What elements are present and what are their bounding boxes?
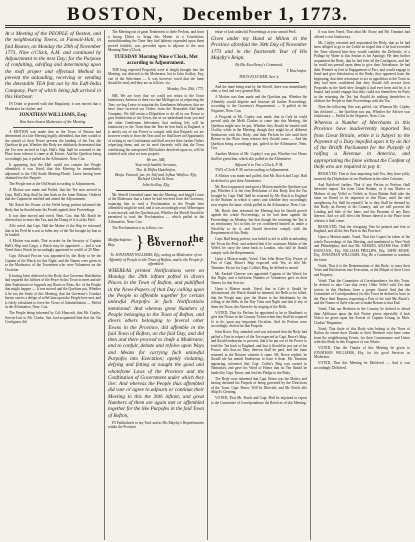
paragraph: Upon a Motion made, Voted, That fair Copies be taken of the whole Proceedings of this Meeting, and tranfmitted to New-York and Philadelphia, And that Mr. SAMUEL ADAMS Hon. JOHN HANCOCK, Efq; WILLIAM PHILLIPS, Efq; JOHN ROWE, Efq; JONATHAN WILLIAMS, Efq; Be a Committee to tranfmit the fame. <box>314 235 410 262</box>
tuesday-heading: TUESDAY Morning Nine o'Clock, Met according to Adjournment. <box>114 54 198 66</box>
governor-signature: T. Hutchinfon. <box>286 68 307 73</box>
paragraph: It having been obferved to the Body, that Governor Hutchinfon had required the Juftices of the Peace in this Town to meet and ufe their Endeavours to fupprefs any Routs or Riots, &c. of the People that might happen — It was moved and the Queftion put, Whether it be not the Senfe of this Meeting, that the Governor's Conduct herein carries a defign of refleCtion upon the People here met; and is folely calculated to ferve the Views of Adminiftration — Paffed in the Affirmative, Nem. Con. <box>5 273 101 310</box>
paragraph: It appearing that the Hall could not contain the People affembled, it was Voted, that this Meeting be immediately adjourned to the Old South Meeting-Houfe, Leave having been obtained for this Purpofe. <box>5 162 101 181</box>
paragraph: Voted, That the Committee of Correfpondence for this Town, be defired to take Care that every Other Veffel with Tea that arrives in this Harbour, have a proper Guard: And that the Committee of Correfpondence for this Town be defired to have in the Place their Reports respecting a Part of the faid Mr. Rotch's, and the Names of thefe who are to make Return to that End. <box>314 278 410 306</box>
paragraph: Then the following Vote was paffed, viz. Whereas Mr. Copley has declared — the Queftion was put, Whether the Anfwer was fatisfactory — Paffed in the Negative, Nem. Con. <box>314 105 410 118</box>
paragraph: Mr. Rotch appeared, and upon a Motion made the Queftion was put, Whether it is the firm Refolution of this Body, that the Tea brought by Capt. Hall fhall be returned by Mr. Rotch to England in the Bottom in which it came; and whether they accordingly now require the fame, which paffed in the Affirmative, Nem. Con. <box>211 184 307 207</box>
column-2 <box>104 30 204 540</box>
paragraph: Upon a Motion made, Voted, That John Rowe Efq; Owner of Part of Capt. Bruce's Ship expected with Tea, as alfo Mr. Timmins, Factor for Capt. Coffin's Brig, be defired to attend. <box>211 256 307 270</box>
paragraph: Mr. Sheriff Greenleaf came into the Meeting, and begg'd Leave of the Moderator that a Letter he had received from the Governor, requiring him to read a Proclamation to the People here affembled, might be read; and it was accordingly read. Whereupon it was moved, and the Queftion put, Whether the Sheriff fhould be permitted to read the Proclamation — which paffed in the Affirmative, Nem. Con. <box>108 192 204 224</box>
letter-signers: Tho. & Elifha Hutchinfon, Benja. Faneuil, jun. for Self and Jofhua Winflow, Efq; Richard Clarke & Sons. <box>115 168 197 182</box>
moderator-name: JONATHAN WILLIAMS, Esq; <box>19 113 87 119</box>
paragraph: Mr. Ezekiel Cheever was appointed Captain of the Watch for this Night, and a fufficient Number of Volunteers gave in their Names for that Service. <box>211 271 307 285</box>
paragraph: VOTED, That fix Perfons be appointed to be in Readinefs to give due Notice to the Country Towns when they fhall be required fo to do, upon any important Occafion. And fix Perfons were accordingly chofen for that Purpofe. <box>211 310 307 329</box>
brace-glyph: } <box>135 232 145 253</box>
paragraph: The Proclamation is as follows, viz. <box>112 225 164 230</box>
paragraph: Alfo voted, that Capt. Hall the Mafter of the Ship be informed that at his Peril he is not to fuffer any of the Tea brought by him to be landed. <box>5 224 101 238</box>
divider <box>219 82 299 83</box>
paragraph: A Propofal of Mr. Copley was made, that in Cafe he could prevail with the Meffi Clarkes to come into this Meeting, the Queftion might now be put, Whether they fhould be treated with Civility while in the Meeting, though they might be of different Sentiments with this Body; and their Perfons be fafe until their Return to the Place from whence they fhould come — And the Queftion being accordingly put, paffed in the Affirmative, Nem. Con. <box>211 114 307 151</box>
paragraph: A MOTION was made that as the Town of Boston had determined at a late Meeting legally affembled, that they would to the utmoft of their Power prevent the landing of the Tea, the Queftion be put, Whether this Body are abfolutely determined that the Tea now arrived in Capt. Hall's Ship fhall be returned to the Place from whence it came at all Events. And the Queftion being accordingly put, it paffed in the Affirmative. Nem. Con. <box>5 129 101 161</box>
paragraph: RESOLVED, That in thus importing faid Tea, they have juftly incurred the Difpleafure of our Brethren in the other Colonies. <box>314 172 410 181</box>
paragraph: Capt. Edward Proctor was appointed by the Body to be the Captain of the Watch for this Night, and the Names were given in to the Moderator, of the Townfmen who were Volunteers on the Occafion. <box>5 254 101 272</box>
paragraph: Capt. Hall being prefent, was forbid to aid or affift in unloading the Tea at his Peril, and ordered that if he continues Mafter of the Veffel, he carry the fame back to London, who faid he fhould comply with the Requirement. <box>211 237 307 255</box>
masthead-date: December 1, 1773. <box>182 4 349 25</box>
secretary: THO'S FLUCKER, Secr'y. <box>238 75 279 80</box>
adjourned-note: Adjourn'd to Two o'Clock, P. M. <box>234 162 284 167</box>
by-command: By His Excellency's Command, <box>235 63 283 68</box>
paragraph: A Motion was made and Paffed, that the Tea now arrived in Capt. Hall's Ship fhall be fent back in the fame Bottom. Ordered that the Captain be notified and attend the Adjournment. <box>5 188 101 202</box>
paragraph: Voted, That it is the Determination of this Body, to carry their Votes and Refolutions into Execution, at the Rifque of their Lives and Property. <box>314 263 410 277</box>
letter-closing: We are, SIR, Your moft humble Servants, <box>135 158 177 167</box>
columns <box>5 30 410 540</box>
letter-body: SIR, We are forry that we could not return to the Town fatisfactory Anfwers to their two late Meffages to us refpecting the Teas; we beg Leave to acquaint the Gentlemen Selectmen, that we have fince received our Orders from the Honorable Eaft-India Company. We ftill retain a Difpofition to do all in our Power to give Satisfaction to the Town, but as we underftand from you and the other Gentlemen Selectmen, that nothing lefs will be fatisfactory to the Town than the Teas be fent back to England, it is utterly out of our Power to comply with that Requeft; we are however ready to ftore the Teas until we fhall have an Opportunity of writing to our Conftituents and fhall receive their further Orders refpecting them; and we do moft fincerely wifh that the Town confidering the unexpected Difficulties devolved upon us, will be fatisfied with what we now propofe. <box>108 93 204 156</box>
meeting-intro: At a Meeting of the PEOPLE of Boston, and the neighbouring Towns, at Faneuil-Hall, in faid Boston, on Monday the 29th of November 1773, Nine o'Clock, A.M. and continued by Adjournment to the next Day; for the Purpose of confulting, advifing and determining upon the moft proper and effectual Method to prevent the unloading, receiving or vending the detestable TEA fent out by the Eaft-India Company, Part of which being juft arrived in this Harbour: <box>5 31 101 100</box>
paragraph: Another Motion of Mr. Copley's was put, Whether two Hours fhall be given him, which alfo paffed in the Affirmative. <box>211 152 307 161</box>
paragraph: And Refolved further, That if any Perfon or Perfons fhall hereafter import Tea from Great Britain, or if any Mafter or Mafters of any Veffel or Veffels in Great Britain fhall take the fame on Board to be imported to this Place, until the faid unrighteous Act fhall be repeal'd, he or they fhall be deemed by this Body, an Enemy to his Country; and we will prevent the Landing and Sale of the fame, and the Payment of any Duty thereon. And we will effect the Return thereof to the Place from whence it fhall come. <box>314 182 410 223</box>
divider <box>13 127 93 128</box>
paragraph: Mr. Rotch then informed the Meeting that he fhould proteft againft the whole Proceedings, as he had done againft the Proceedings on Monday, but that though the returning the Tea is an involuntary Act in him, he yet confidered himfelf as under a Neceffity to do it, and fhould therefore comply with the Requirement of this Body. <box>211 208 307 236</box>
paragraph: VOTED, That the Thanks of this Meeting be given to JONATHAN WILLIAMS, Efq; for his good Services as Moderator. <box>314 346 410 360</box>
moderator-sub: Was then chosen Moderator of the Meeting. <box>19 120 87 125</box>
column-1 <box>5 30 101 540</box>
masthead-place: BOSTON, <box>66 4 165 25</box>
masthead-rule <box>5 26 410 28</box>
paragraph: VOTED, That this Meeting be Diffolved — And it was accordingly Diffolved. <box>314 361 410 370</box>
province-name: Maffachufetts-Bay. <box>108 237 133 248</box>
given-under-hand: Given under my Hand at Milton in the Province aforefaid the 30th Day of November 1773 and in the fourteenth Year of His Majefty's Reign. <box>211 36 307 61</box>
paragraph: A Motion was then made and the Queftion put, Whether the Affembly would difperfe and furcease all further Proceedings, according to the Governor's Requirement — It paffed in the Negative, Nem. Con. <box>211 95 307 113</box>
paragraph: The Body were informed that Capt. Bruce was the Mafter, and having declared his Purpofe of being governed by the Directions of the Town, Capt. Bruce, Will be Directed, and Mr. Rotch alfo Ship'd's Clearing. <box>211 376 307 395</box>
paragraph: The Meeting out of great Tendernefs to thefe Perfons, and from a ftrong Defire to bring this Matter to a Conclufion, notwithftanding the Time they had hitherto expended upon them proved fruitlefs, was prevailed upon to adjourn to the next Morning Nine o'Clock. <box>108 30 204 52</box>
paragraph: THE long expected Propofals were at length brought into the Meeting, not directed to the Moderator, but to John Scollay, Esq; one of the Selectmen — It was however voted that the fame fhould be read, and they are as follows, viz. <box>108 67 204 85</box>
proclamation-title: By the Governor. <box>147 233 204 250</box>
paragraph: It was then moved and voted, Nem. Con. that Mr. Rotch be directed not to enter this Tea; and the Doing of it is at his Peril. <box>5 213 101 223</box>
paragraph: RESOLVED, That the foregoing Vote be printed and fent to England, and all the Sea Ports in this Province. <box>314 224 410 234</box>
paragraph: The People being informed by Col. Hancock, that Mr. Copley, Son-in-Law to Mr. Clarke, Sen. had acquainted him that the Tea Configness did <box>5 311 101 325</box>
proclamation-body: WHEREAS printed Notifications were on Monday the 29th inftant pofted in divers Places in the Town of Bofton, and publifhed in the News-Papers of that Day calling upon the People to affemble together for certain unlawful Purpofes in fuch Notifications mentioned: And whereas great Numbers of People belonging to the Town of Bofton, and divers others belonging to feveral other Towns in the Province, did affemble in the faid Town of Bofton, on the faid Day, and did then and there proceed to chufe a Moderator, and to confult, debate and refolve upon Ways and Means for carrying fuch unlawful Purpofes into Execution; openly violating, defying and fetting at naught the good and wholefome Laws of the Province and the Conftitution of Government under which they live: And whereas the People thus affembled did vote or agree to adjourn or continue their Meeting to this the 30th inftant, and great Numbers of them are again met or affembled together for the like Purpofes in the faid Town of Bofton, <box>108 267 204 419</box>
paragraph: Mr. Rotch the Owner of the Veffel being prefent informed the Body that he fhould enter his Proteft againft their Proceedings. <box>5 203 101 212</box>
paragraph: VOTED, That Mr. Rotch and Capt. Hall be enjoined to report to the Committee of Correfpondence the Refolves of this Meeting. <box>211 396 307 405</box>
paragraph: Voted, That our Brethren in the Country be defired to afford their Affiftance upon the firft Notice given; efpecially if fuch Notice be given upon the Arrival of Captain Loring, in Mefs. Clarkes' Brigantine. <box>314 307 410 325</box>
paragraph: Voted, That thofe of this Body who belong to the Town of Bofton do return their Thanks to their Brethren who have come from the neighbouring Towns, for their Countenance and Union with this Body in this Exigence of our Affairs. <box>314 326 410 345</box>
paragraph: enfue of fuch unlawful Proceedings at your utmoft Peril. <box>215 30 297 34</box>
proclamation-address: To JONATHAN WILLIAMS, Efq; acting as Moderator of an Affembly of People in the Town of Bofton, and to the People fo affembled: <box>108 253 204 267</box>
letter-recipient: John Scollay, Efq; <box>142 182 170 187</box>
proclamation-header <box>108 233 204 251</box>
masthead <box>5 4 410 26</box>
paragraph: And the fame being read by the Sheriff, there was immediately after, a loud and very general Hifs. <box>211 84 307 94</box>
column-4 <box>310 30 410 540</box>
paragraph: The People met at the Old South according to Adjournment. <box>9 182 96 187</box>
paragraph: TWO o'Clock P. M. met according to Adjournment. <box>215 168 290 173</box>
paragraph: John Rowe, Efq; attended, and was informed that the Body had paffed a Vote in refpect of the Tea expected in Capt. Bruce's Ship; and fhould endeavour to prevent, that it be put out of his Power to fend the Tea back to England, and that it fhould be put out of his Power; alfo that no Duty thereon fhall be paid, and the fame returned in the Bottom wherein it came. Mr. Rowe replied, he fhould ufe his utmoft Endeavour to have it done. Mr. Timmins appearing, informed that Capt. Coffin's Brig was owned in Nantucket, and gave his Word of Honor that no Tea fhould be landed by Capt. Bruce; and fent his Pledge to the Body. <box>211 330 307 375</box>
paragraph: It was then Voted, That what Mr. Rowe and Mr. Timmins had offered is not fatisfactory. <box>314 30 410 39</box>
order-paragraph: IN Order to proceed with due Regularity, it was moved that a Moderator be chofen, and <box>5 102 101 111</box>
paragraph: Mr. Copley returned and acquainted the Body, that as he had been obliged to go to the Caftle he hoped that if he had exceeded the Time allowed him they would confider the Difficulty of a Paffage by Water at this Seafon as his Apology: He then further acquainted the Body, that he had feen all the Configners, and tho' he could not prevail upon them to give their Attendance, he had their Promife as fent to Engagement of Fact, and would engage to ftand and give Satisfaction to the Body; they appeared from the beginning, that their reluctance to act in oppofition to the Town as they had been confidered that they fhould ftill receive their Propofals as the lateft they thought it had ever been and he, it is hoped, had would engage that they could not themfelves be Party in the returning the Tea, but fhould do nothing themfelves to obftruct the People in their Proceedings with the Tea. <box>314 40 410 103</box>
paragraph: IN Faithfulnefs to my Truft and as His Majefty's Reprefentative within the Province <box>108 420 204 430</box>
paragraph: A Motion was made, That in order for the Security of Captain Hall's Ship and Cargo, a Watch may be appointed — and it was Voted that a Watch be accordingly appointed to confift of 25 Men. <box>5 239 101 253</box>
letter-date: Monday, Nov. 29th, 1773. <box>167 87 204 91</box>
whereas-merchants: Whereas a Number of Merchants in this Province have inadvertently imported Tea from Great Britain, while it is fubject to the Payment of a Duty impofed upon it by an Act of the Britifh Parliament for the Purpofe of raifing a Revenue in America, and appropriating the fame without the Confent of thofe who are required to pay it: <box>314 120 410 171</box>
paragraph: A Motion was made and paffed, that Mr. Rotch and Capt. Hall be defired to give their Attendance. <box>211 174 307 183</box>
divider <box>116 190 196 191</box>
paragraph: Upon a Motion made, Voted, that in Cafe it fhould be difcontinued, the Watch fhould be alarmed, the Bells to be tolled, that the People may give the Alarm to the Inhabitants by the tolling of the Bells in the Day Time and Night and that if any of them the Town, the Alarm be by ringing of the Bells. <box>211 286 307 309</box>
column-3 <box>207 30 307 540</box>
